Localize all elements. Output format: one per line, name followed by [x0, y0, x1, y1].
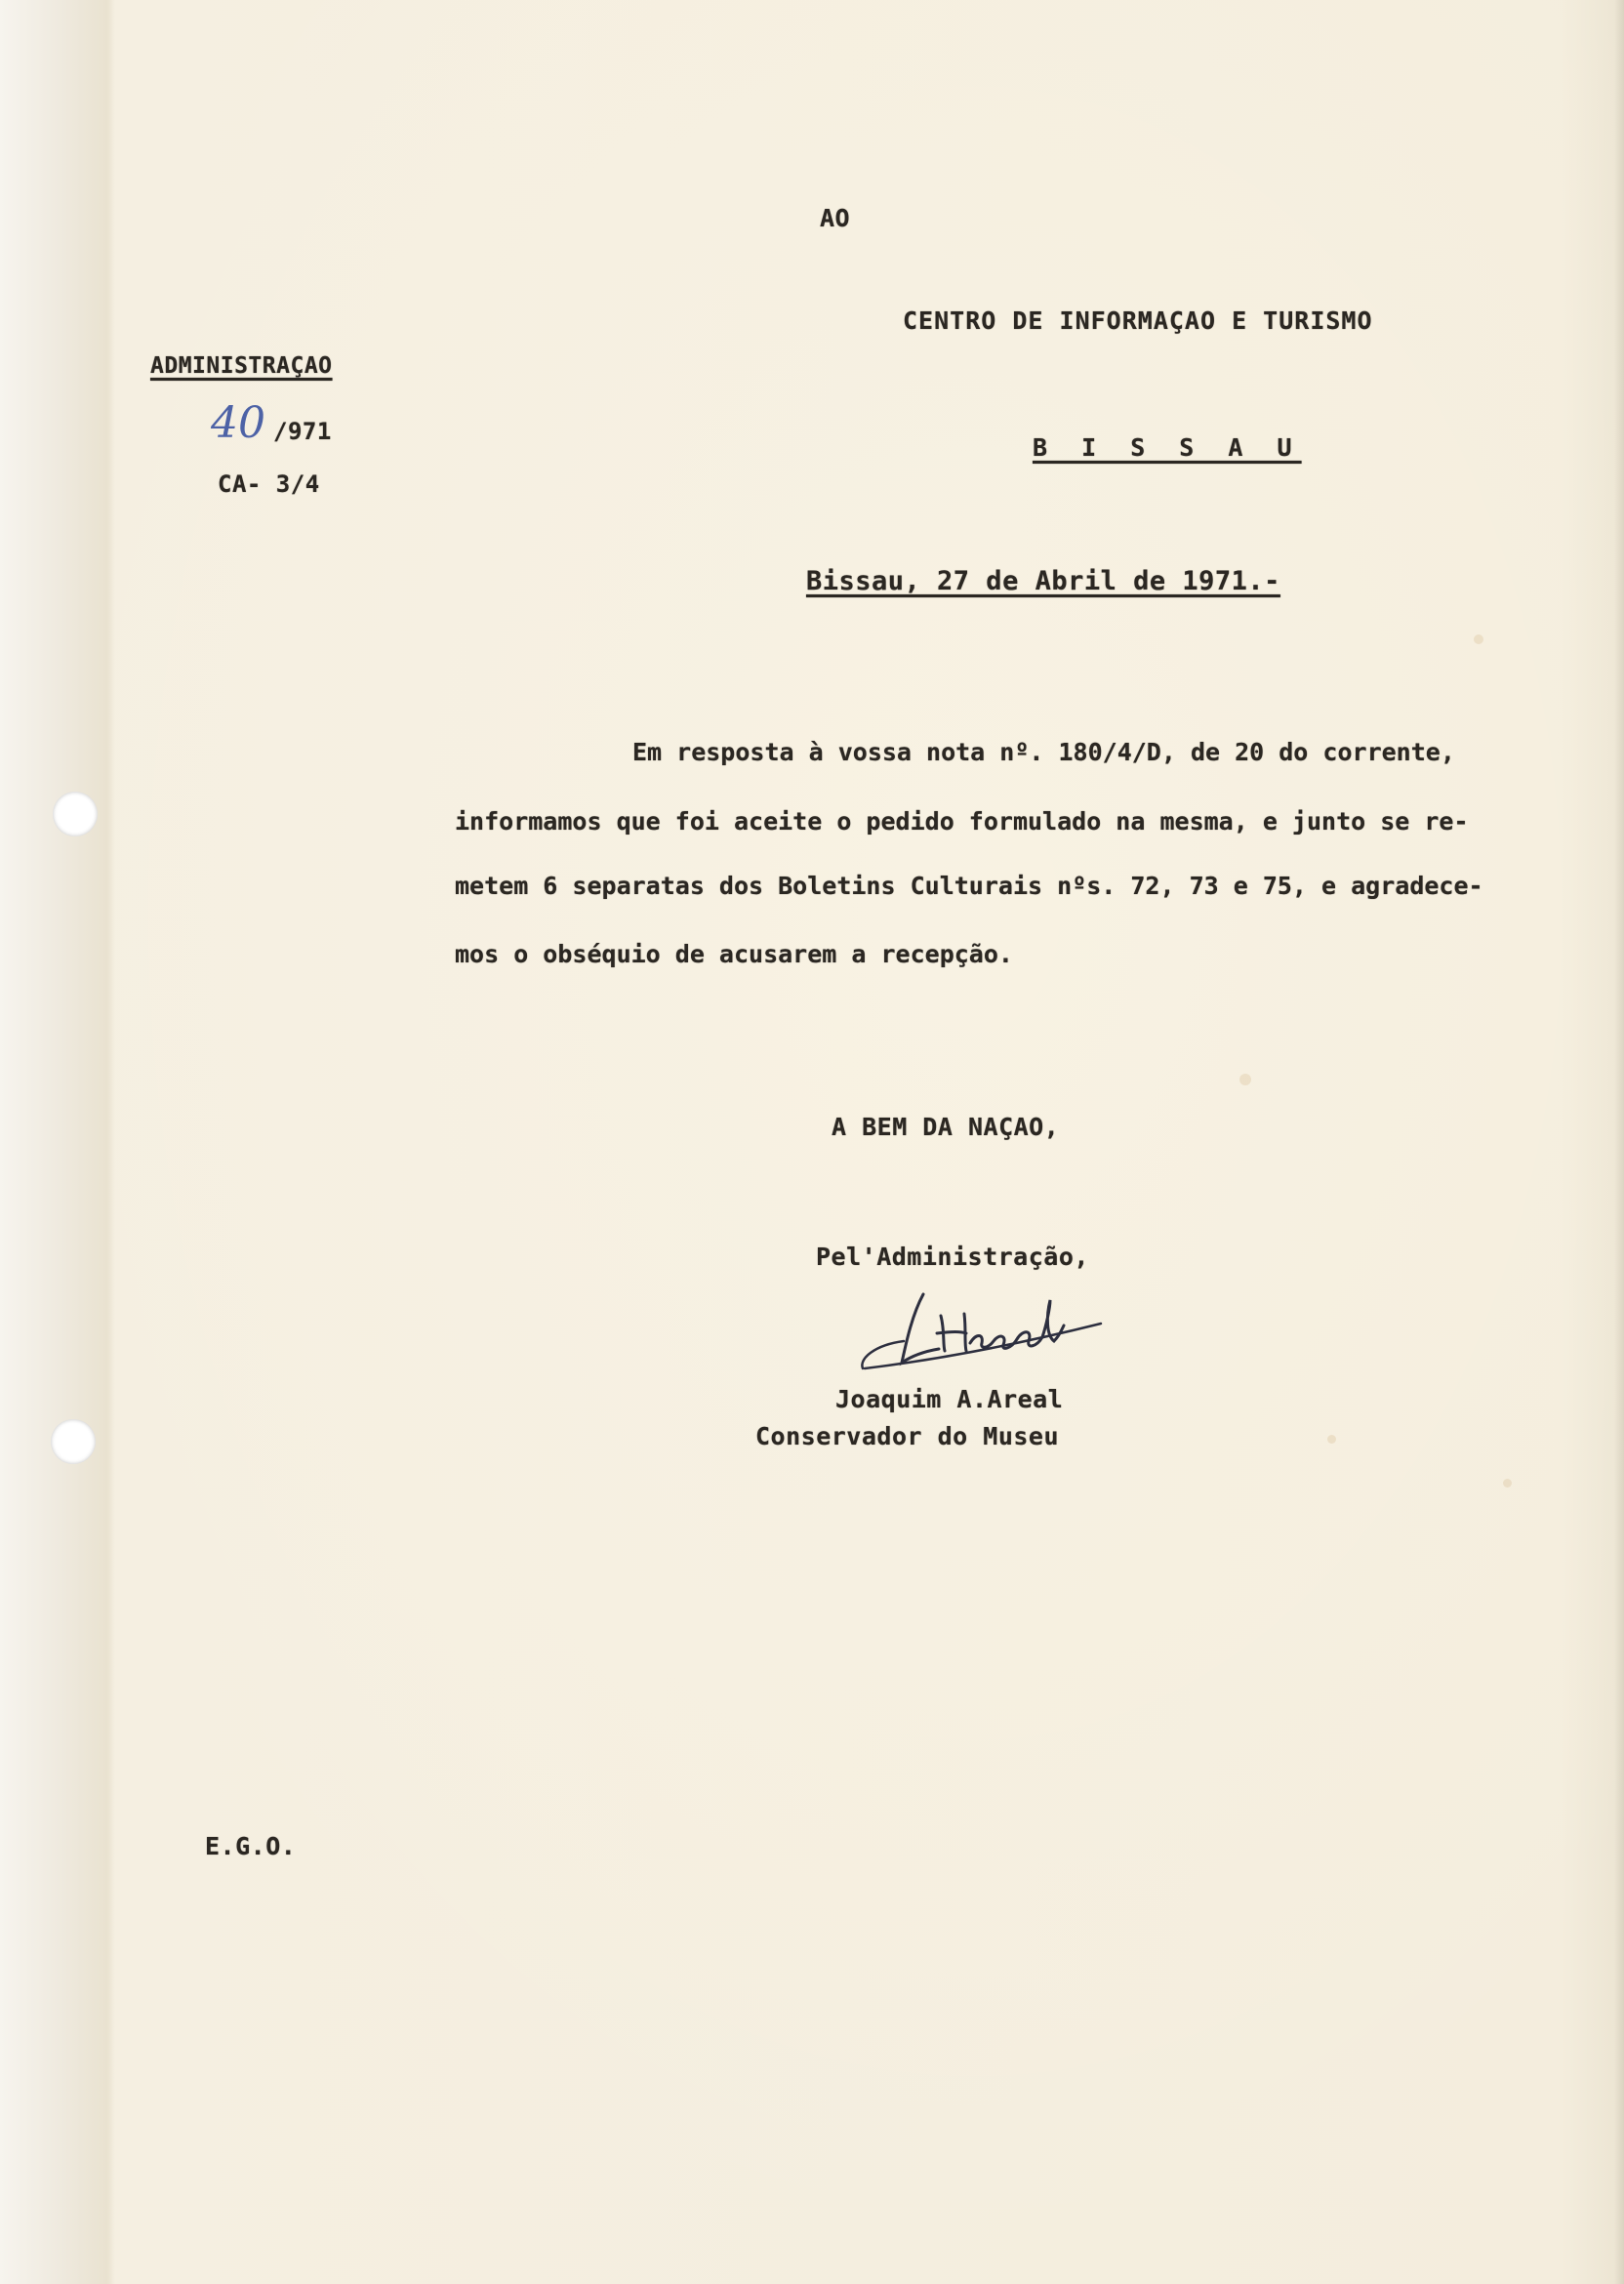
- reference-department: ADMINISTRAÇAO: [150, 353, 333, 379]
- reference-number-suffix: /971: [273, 418, 332, 445]
- body-line: mos o obséquio de acusarem a recepção.: [455, 940, 1013, 968]
- paper-spot: [1327, 1435, 1336, 1444]
- paper-spot: [1239, 1074, 1251, 1085]
- date-line: Bissau, 27 de Abril de 1971.-: [806, 566, 1280, 596]
- typist-initials: E.G.O.: [205, 1832, 297, 1860]
- recipient-to: AO: [820, 204, 851, 232]
- closing-salutation: A BEM DA NAÇAO,: [832, 1113, 1060, 1141]
- paper-binding-strip: [0, 0, 115, 2284]
- handwritten-signature: [855, 1286, 1109, 1384]
- body-line: Em resposta à vossa nota nº. 180/4/D, de 20 do corrente,: [632, 738, 1455, 766]
- paper-spot: [1474, 634, 1483, 644]
- reference-code: CA- 3/4: [218, 470, 320, 498]
- signatory-name: Joaquim A.Areal: [835, 1385, 1064, 1413]
- paper-edge-shadow: [1614, 0, 1624, 2284]
- reference-number-handwritten: 40: [211, 398, 265, 448]
- paper-spot: [1503, 1479, 1512, 1488]
- punch-hole-top: [53, 792, 98, 836]
- punch-hole-bottom: [51, 1419, 96, 1464]
- recipient-city: B I S S A U: [1033, 433, 1302, 462]
- body-line: metem 6 separatas dos Boletins Culturais nºs. 72, 73 e 75, e agradece-: [455, 872, 1483, 900]
- body-line: informamos que foi aceite o pedido formulado na mesma, e junto se re-: [455, 807, 1469, 836]
- recipient-institution: CENTRO DE INFORMAÇAO E TURISMO: [903, 306, 1373, 335]
- closing-on-behalf: Pel'Administração,: [816, 1243, 1089, 1271]
- signatory-title: Conservador do Museu: [755, 1422, 1060, 1450]
